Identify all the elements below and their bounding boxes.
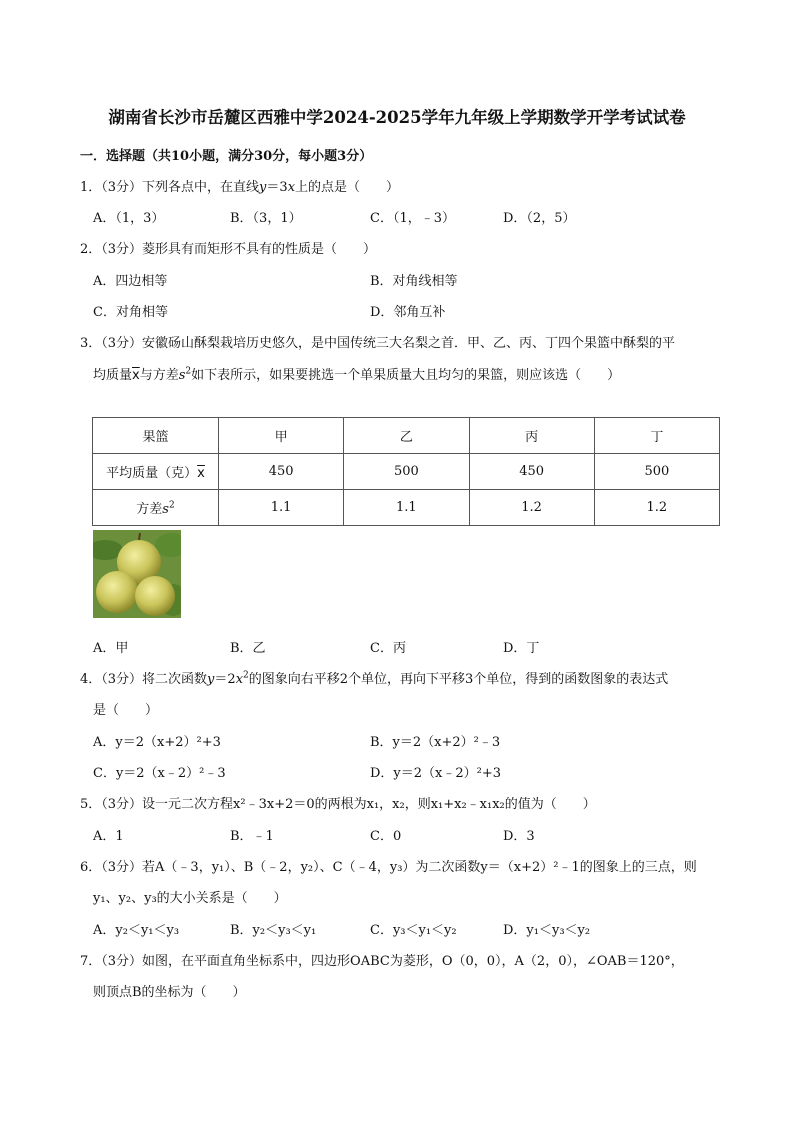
question-6-line-2: y₁、y₂、y₃的大小关系是（ ） bbox=[93, 891, 287, 906]
q4-option-c[interactable]: C．y＝2（x﹣2）²﹣3 bbox=[93, 766, 226, 781]
q3-line2-rest: 如下表所示，如果要挑选一个单果质量大且均匀的果篮，则应该选（ ） bbox=[191, 368, 621, 383]
table-header-cell: 甲 bbox=[219, 418, 344, 454]
q1-option-d[interactable]: D．（2，5） bbox=[503, 211, 576, 226]
pear-image bbox=[93, 530, 181, 618]
q6-option-d[interactable]: D．y₁＜y₃＜y₂ bbox=[503, 923, 591, 938]
table-cell: 450 bbox=[219, 454, 344, 490]
variance-label: 方差 bbox=[136, 502, 163, 517]
q1-prefix: 1．（3分）下列各点中，在直线 bbox=[80, 180, 260, 195]
q2-option-c[interactable]: C．对角相等 bbox=[93, 305, 168, 320]
q2-option-b[interactable]: B．对角线相等 bbox=[370, 274, 458, 289]
q3-xbar: $\overline{x}$ bbox=[132, 368, 140, 383]
table-header-row bbox=[93, 418, 720, 454]
q5-option-d[interactable]: D．3 bbox=[503, 829, 535, 844]
question-6-line-1: 6．（3分）若A（﹣3，y₁）、B（﹣2，y₂）、C（﹣4，y₃）为二次函数y＝（x+2）²﹣1的图象上的三点，则 bbox=[80, 860, 697, 875]
table-cell: 1.2 bbox=[469, 490, 594, 526]
q3-avg-label: 均质量 bbox=[93, 368, 133, 383]
table-header-cell: 丙 bbox=[469, 418, 594, 454]
table-cell: 1.2 bbox=[594, 490, 719, 526]
q1-option-c[interactable]: C．（1，﹣3） bbox=[370, 211, 455, 226]
fruit-basket-table bbox=[92, 417, 720, 526]
q4-suffix: 的图象向右平移2个单位，再向下平移3个单位，得到的函数图象的表达式 bbox=[248, 672, 669, 687]
table-cell: 500 bbox=[594, 454, 719, 490]
q5-option-a[interactable]: A．1 bbox=[93, 829, 124, 844]
variance-s: s bbox=[162, 502, 169, 517]
q3-option-d[interactable]: D．丁 bbox=[503, 641, 540, 656]
pear-photo bbox=[93, 530, 181, 618]
q6-option-b[interactable]: B．y₂＜y₃＜y₁ bbox=[230, 923, 317, 938]
q3-var-label: 与方差 bbox=[139, 368, 179, 383]
q4-option-a[interactable]: A．y＝2（x+2）²+3 bbox=[93, 735, 221, 750]
q1-var-x: x bbox=[287, 180, 296, 195]
table-row bbox=[93, 490, 720, 526]
q6-option-c[interactable]: C．y₃＜y₁＜y₂ bbox=[370, 923, 457, 938]
q2-option-d[interactable]: D．邻角互补 bbox=[370, 305, 446, 320]
section-heading: 一．选择题（共10小题，满分30分，每小题3分） bbox=[80, 149, 373, 164]
table-row-label bbox=[93, 490, 219, 526]
q1-var-y: y bbox=[259, 180, 267, 195]
q1-option-b[interactable]: B．（3，1） bbox=[230, 211, 302, 226]
q5-option-b[interactable]: B．﹣1 bbox=[230, 829, 274, 844]
table-header-cell: 果篮 bbox=[93, 418, 219, 454]
variance-sq: 2 bbox=[168, 500, 175, 511]
question-3-line-2 bbox=[93, 364, 620, 383]
avg-mass-xbar: $\overline{x}$ bbox=[197, 466, 205, 481]
table-header-cell: 丁 bbox=[594, 418, 719, 454]
table-row-label bbox=[93, 454, 219, 490]
question-3-line-1: 3．（3分）安徽砀山酥梨栽培历史悠久，是中国传统三大名梨之首．甲、乙、丙、丁四个果篮中酥梨的平 bbox=[80, 336, 676, 351]
q2-option-a[interactable]: A．四边相等 bbox=[93, 274, 168, 289]
table-cell: 500 bbox=[344, 454, 469, 490]
q3-sq: 2 bbox=[185, 366, 192, 377]
q1-suffix: 上的点是（ ） bbox=[295, 180, 400, 195]
page-title: 湖南省长沙市岳麓区西雅中学2024-2025学年九年级上学期数学开学考试试卷 bbox=[108, 108, 686, 127]
question-5: 5．（3分）设一元二次方程x²﹣3x+2＝0的两根为x₁，x₂，则x₁+x₂﹣x₁x₂的值为（ ） bbox=[80, 797, 596, 812]
table-cell: 1.1 bbox=[344, 490, 469, 526]
question-2: 2．（3分）菱形具有而矩形不具有的性质是（ ） bbox=[80, 242, 377, 257]
question-7-line-1: 7．（3分）如图，在平面直角坐标系中，四边形OABC为菱形，O（0，0），A（2，0），∠OAB＝120°， bbox=[80, 954, 684, 969]
table-row bbox=[93, 454, 720, 490]
table-cell: 1.1 bbox=[219, 490, 344, 526]
table-header-cell: 乙 bbox=[344, 418, 469, 454]
q3-option-c[interactable]: C．丙 bbox=[370, 641, 406, 656]
question-1 bbox=[80, 176, 399, 195]
table-cell: 450 bbox=[469, 454, 594, 490]
q6-option-a[interactable]: A．y₂＜y₁＜y₃ bbox=[93, 923, 180, 938]
q4-option-b[interactable]: B．y＝2（x+2）²﹣3 bbox=[370, 735, 501, 750]
q1-eq: ＝3 bbox=[266, 180, 288, 195]
q1-option-a[interactable]: A．（1，3） bbox=[93, 211, 165, 226]
q3-s: s bbox=[178, 368, 186, 383]
q4-option-d[interactable]: D．y＝2（x﹣2）²+3 bbox=[370, 766, 502, 781]
avg-mass-label: 平均质量（克） bbox=[106, 466, 198, 481]
q3-option-b[interactable]: B．乙 bbox=[230, 641, 266, 656]
question-4-line-1: 4．（3分）将二次函数$y=2x^2$的图象向右平移2个单位，再向下平移3个单位，得到的函数图象的表达式 bbox=[80, 670, 669, 687]
q5-option-c[interactable]: C．0 bbox=[370, 829, 402, 844]
q3-option-a[interactable]: A．甲 bbox=[93, 641, 129, 656]
question-4-line-2: 是（ ） bbox=[93, 703, 159, 718]
q4-prefix: 4．（3分）将二次函数 bbox=[80, 672, 208, 687]
question-7-line-2: 则顶点B的坐标为（ ） bbox=[93, 985, 246, 1000]
